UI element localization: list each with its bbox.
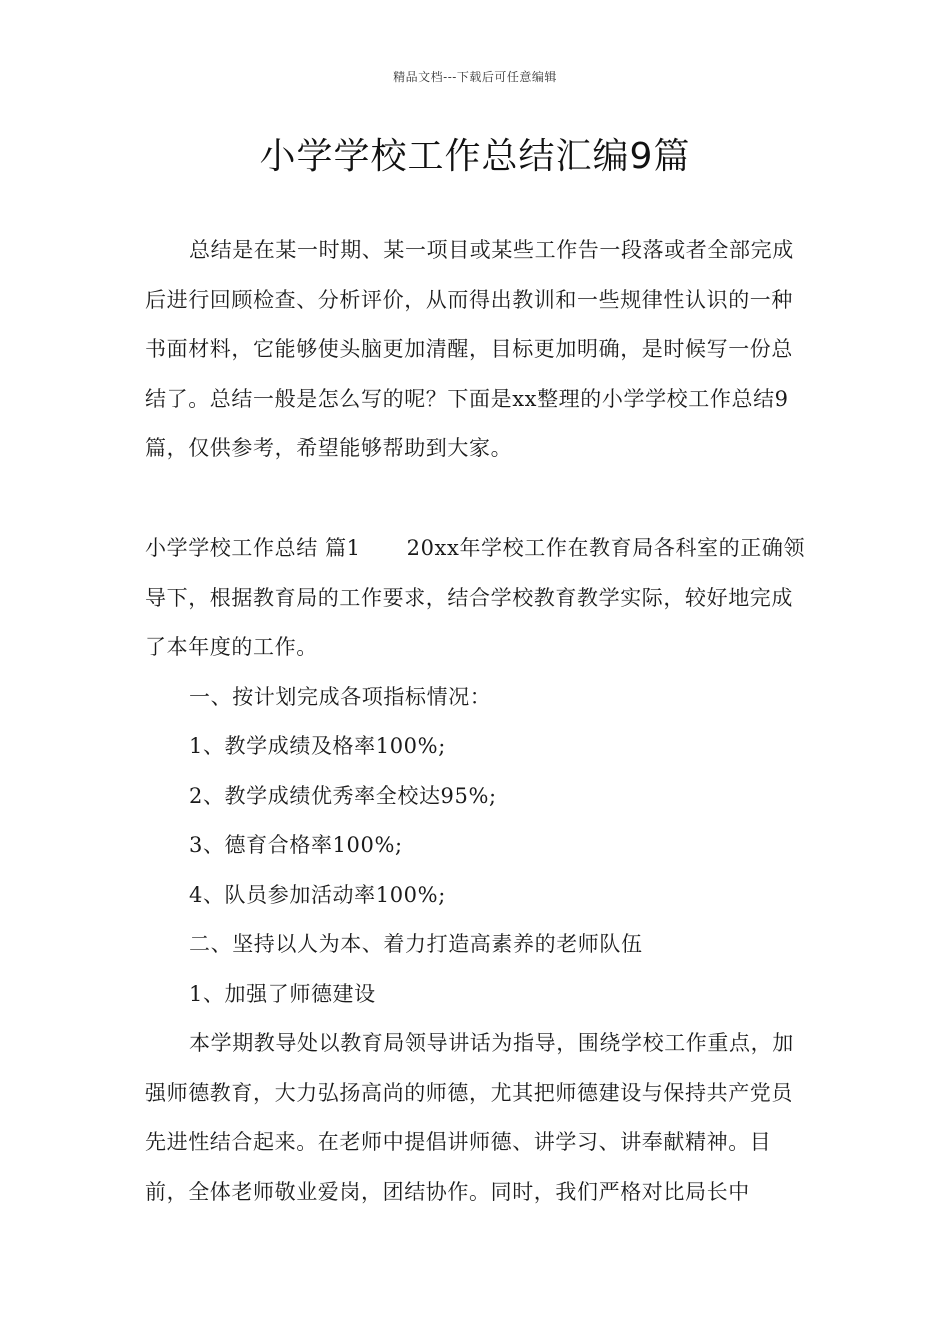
intro-paragraph: 总结是在某一时期、某一项目或某些工作告一段落或者全部完成后进行回顾检查、分析评价，从而得出教训和一些规律性认识的一种书面材料，它能够使头脑更加清醒，目标更加明确，是时候写一份总结了。总结一般是怎么写的呢？下面是xx整理的小学学校工作总结9篇，仅供参考，希望能够帮助到大家。 [145,238,794,460]
list-item: 一、按计划完成各项指标情况： [189,684,492,709]
document-title: 小学学校工作总结汇编9篇 [259,136,691,177]
header-note: 精品文档---下载后可任意编辑 [393,70,557,84]
section-1 [145,524,810,1217]
list-item: 1、教学成绩及格率100%; [189,734,446,758]
section-lead-text: 20xx年学校工作在教育局各科室的正确领导下，根据教育局的工作要求，结合学校教育教学实际，较好地完成了本年度的工作。 [145,536,806,659]
list-item: 二、坚持以人为本、着力打造高素养的老师队伍 [189,932,643,956]
intro-block [145,226,810,474]
section-heading: 小学学校工作总结 篇1 [145,536,361,560]
list-item: 1、加强了师德建设 [189,981,376,1006]
body-paragraph: 本学期教导处以教育局领导讲话为指导，围绕学校工作重点，加强师德教育，大力弘扬高尚的师德，尤其把师德建设与保持共产党员先进性结合起来。在老师中提倡讲师德、讲学习、讲奉献精神。目前，全体老师敬业爱岗，团结协作。同时，我们严格对比局长中 [145,1031,794,1204]
list-item: 2、教学成绩优秀率全校达95%; [189,783,497,808]
list-item: 3、德育合格率100%; [189,833,403,857]
list-item: 4、队员参加活动率100%; [189,882,446,907]
section-lead-paragraph [145,524,810,673]
